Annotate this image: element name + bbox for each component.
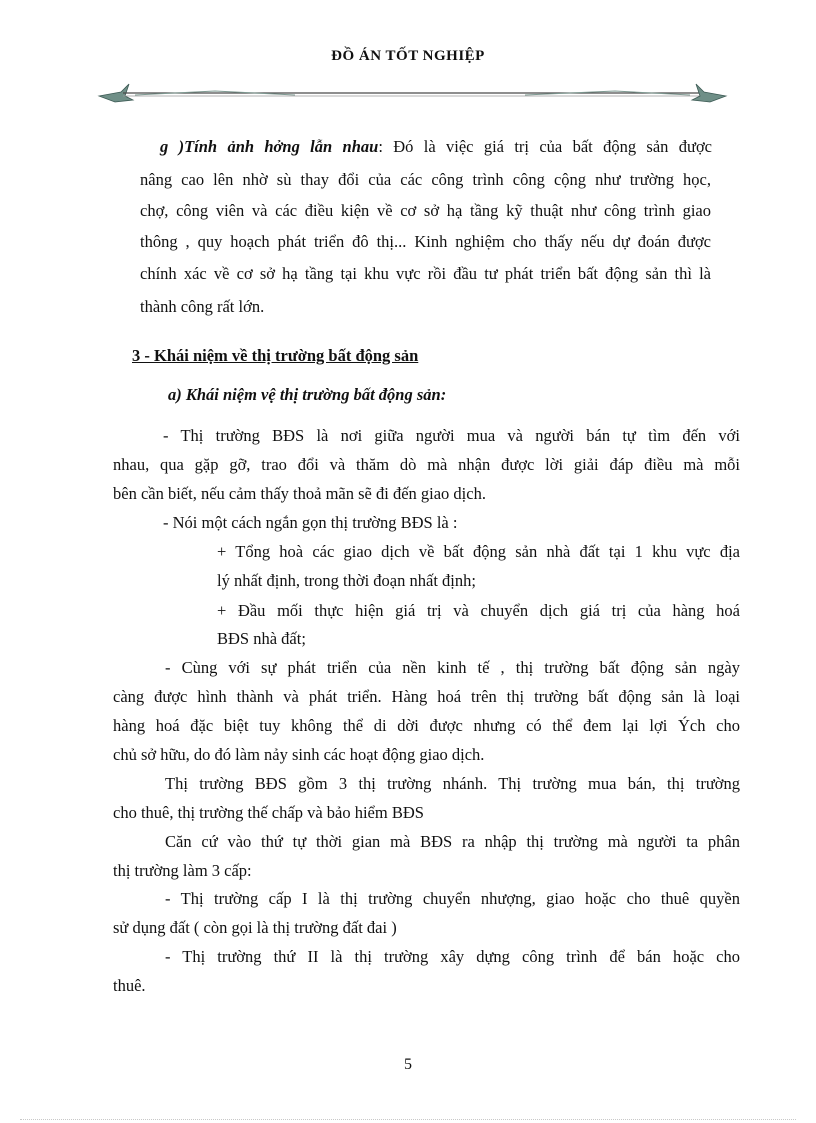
para-6-line-1: - Thị trường cấp I là thị trường chuyển nhượng, giao hoặc cho thuê quyền (165, 889, 740, 908)
para-1-line-2: nhau, qua gặp gỡ, trao đổi và thăm dò mà nhận được lời giải đáp điều mà mỗi (113, 455, 740, 474)
section-g-line-3: chợ, công viên và các điều kiện về cơ sở hạ tầng kỹ thuật như công trình giao (140, 201, 711, 220)
bullet-2-line-2: BĐS nhà đất; (217, 629, 306, 648)
section-g-line-1: Đó là việc giá trị của bất động sản được (393, 137, 712, 156)
bullet-1-line-2: lý nhất định, trong thời đoạn nhất định; (217, 571, 476, 590)
section-g-line-4: thông , quy hoạch phát triển đô thị... Kinh nghiệm cho thấy nếu dự đoán được (140, 232, 711, 251)
bullet-1-line-1: + Tổng hoà các giao dịch về bất động sản nhà đất tại 1 khu vực địa (217, 542, 740, 561)
decorative-header-rule (95, 80, 730, 106)
bottom-dotted-rule (20, 1119, 796, 1120)
para-4-line-1: Thị trường BĐS gồm 3 thị trường nhánh. Thị trường mua bán, thị trường (165, 774, 740, 793)
section-3-heading: 3 - Khái niệm về thị trường bất động sản (132, 346, 419, 365)
section-3a-subheading: a) Khái niệm vệ thị trường bất động sản: (168, 385, 447, 404)
section-g-colon: : (378, 137, 394, 156)
para-1-line-1: - Thị trường BĐS là nơi giữa người mua và người bán tự tìm đến với (163, 426, 740, 445)
section-g-line-2: nâng cao lên nhờ sù thay đổi của các công trình công cộng như trường học, (140, 170, 711, 189)
para-4-line-2: cho thuê, thị trường thế chấp và bảo hiểm BĐS (113, 803, 424, 822)
bullet-2-line-1: + Đầu mối thực hiện giá trị và chuyển dịch giá trị của hàng hoá (217, 601, 740, 620)
para-3-line-1: - Cùng với sự phát triển của nền kinh tế , thị trường bất động sản ngày (165, 658, 740, 677)
para-3-line-3: hàng hoá đặc biệt tuy không thể di dời được nhưng có thể đem lại lợi Ých cho (113, 716, 740, 735)
page-number: 5 (404, 1056, 412, 1073)
section-g-heading: g )Tính ảnh hởng lẫn nhau (160, 137, 379, 156)
header-title: ĐỒ ÁN TỐT NGHIỆP (331, 48, 485, 64)
para-7-line-2: thuê. (113, 976, 146, 995)
section-g-line-6: thành công rất lớn. (140, 297, 265, 316)
para-6-line-2: sử dụng đất ( còn gọi là thị trường đất đai ) (113, 918, 397, 937)
para-7-line-1: - Thị trường thứ II là thị trường xây dựng công trình để bán hoặc cho (165, 947, 740, 966)
section-g-first-line (160, 132, 712, 162)
para-2: - Nói một cách ngắn gọn thị trường BĐS là : (163, 513, 458, 532)
section-g-line-5: chính xác về cơ sở hạ tầng tại khu vực rồi đầu tư phát triển bất động sản thì là (140, 264, 711, 283)
para-5-line-1: Căn cứ vào thứ tự thời gian mà BĐS ra nhập thị trường mà người ta phân (165, 832, 740, 851)
para-3-line-2: càng được hình thành và phát triển. Hàng hoá trên thị trường bất động sản là loại (113, 687, 740, 706)
para-3-line-4: chủ sở hữu, do đó làm nảy sinh các hoạt động giao dịch. (113, 745, 485, 764)
para-1-line-3: bên cần biết, nếu cảm thấy thoả mãn sẽ đi đến giao dịch. (113, 484, 486, 503)
para-5-line-2: thị trường làm 3 cấp: (113, 861, 252, 880)
